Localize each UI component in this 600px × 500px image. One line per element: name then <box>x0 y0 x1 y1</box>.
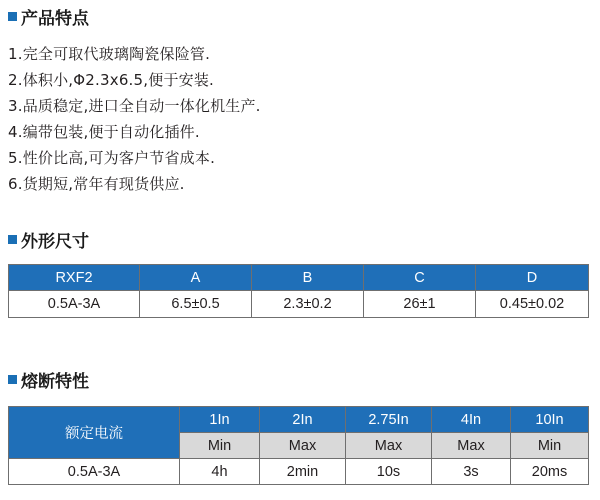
time-cell: 10s <box>346 459 432 485</box>
time-cell: 20ms <box>511 459 589 485</box>
fuse-current-row <box>9 407 589 433</box>
fuse-table <box>8 406 589 485</box>
feature-item: 3.品质稳定,进口全自动一体化机生产. <box>8 97 261 115</box>
size-title-text: 外形尺寸 <box>21 231 89 252</box>
features-list <box>8 41 261 197</box>
time-cell: 3s <box>432 459 511 485</box>
feature-item: 2.体积小,Φ2.3x6.5,便于安装. <box>8 71 215 89</box>
rated-current-label: 额定电流 <box>9 407 180 459</box>
size-header-cell: B <box>252 265 364 291</box>
feature-item: 4.编带包装,便于自动化插件. <box>8 123 200 141</box>
size-header-cell: A <box>140 265 252 291</box>
time-cell: 2min <box>260 459 346 485</box>
feature-item: 6.货期短,常年有现货供应. <box>8 175 185 193</box>
section-bullet-icon <box>8 375 17 384</box>
section-bullet-icon <box>8 12 17 21</box>
size-header-cell: D <box>476 265 589 291</box>
current-multiple-cell: 2In <box>260 407 346 433</box>
current-multiple-cell: 10In <box>511 407 589 433</box>
current-multiple-cell: 2.75In <box>346 407 432 433</box>
size-cell: 26±1 <box>364 291 476 318</box>
limit-cell: Max <box>432 433 511 459</box>
size-table-header-row <box>9 265 589 291</box>
table-row <box>9 291 589 318</box>
feature-item: 5.性价比高,可为客户节省成本. <box>8 149 216 167</box>
time-cell: 4h <box>180 459 260 485</box>
limit-cell: Max <box>346 433 432 459</box>
fuse-row-label: 0.5A-3A <box>9 459 180 485</box>
size-section-title <box>8 228 89 250</box>
current-multiple-cell: 1In <box>180 407 260 433</box>
current-multiple-cell: 4In <box>432 407 511 433</box>
size-cell: 0.45±0.02 <box>476 291 589 318</box>
feature-item: 1.完全可取代玻璃陶瓷保险管. <box>8 45 211 63</box>
size-cell: 2.3±0.2 <box>252 291 364 318</box>
features-title-text: 产品特点 <box>21 8 89 29</box>
fuse-title-text: 熔断特性 <box>21 371 89 392</box>
section-bullet-icon <box>8 235 17 244</box>
size-cell: 6.5±0.5 <box>140 291 252 318</box>
limit-cell: Min <box>511 433 589 459</box>
size-header-cell: RXF2 <box>9 265 140 291</box>
features-section-title <box>8 5 89 27</box>
limit-cell: Max <box>260 433 346 459</box>
fuse-section-title <box>8 368 89 390</box>
size-header-cell: C <box>364 265 476 291</box>
table-row <box>9 459 589 485</box>
size-table <box>8 264 589 318</box>
limit-cell: Min <box>180 433 260 459</box>
size-cell: 0.5A-3A <box>9 291 140 318</box>
